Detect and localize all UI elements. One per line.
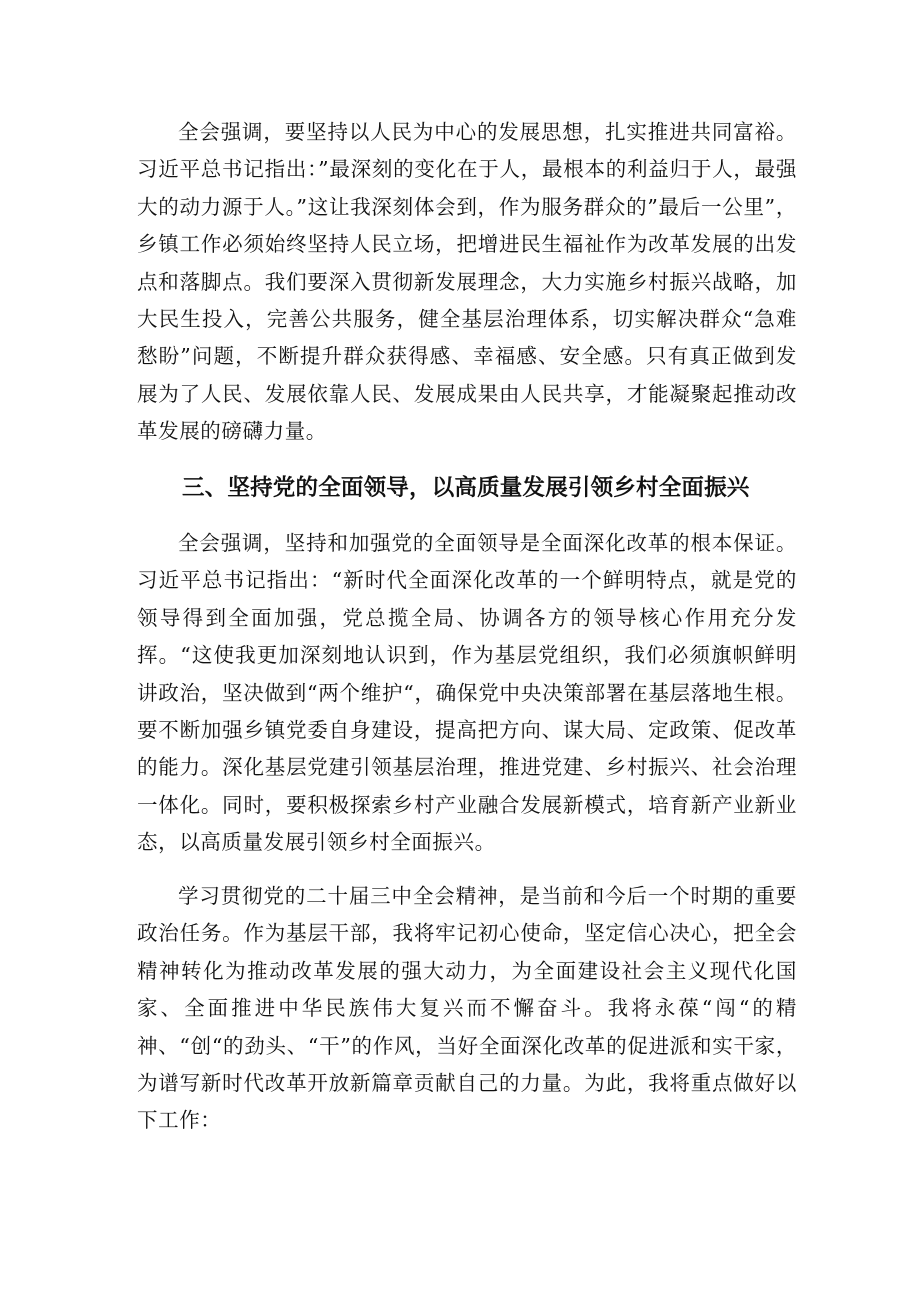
body-paragraph-party-leadership: 全会强调，坚持和加强党的全面领导是全面深化改革的根本保证。习近平总书记指出：“新时代全面深化改革的一个鲜明特点，就是党的领导得到全面加强，党总揽全局、协调各方的领导核心作用充分发挥。“这使我更加深刻地认识到，作为基层党组织，我们必须旗帜鲜明讲政治，坚决做到“两个维护“，确保党中央决策部署在基层落地生根。要不断加强乡镇党委自身建设，提高把方向、谋大局、定政策、促改革的能力。深化基层党建引领基层治理，推进党建、乡村振兴、社会治理一体化。同时，要积极探索乡村产业融合发展新模式，培育新产业新业态，以高质量发展引领乡村全面振兴。 xyxy=(137,531,797,855)
body-paragraph-study-commitment: 学习贯彻党的二十届三中全会精神，是当前和今后一个时期的重要政治任务。作为基层干部，我将牢记初心使命，坚定信心决心，把全会精神转化为推动改革发展的强大动力，为全面建设社会主义现代化国家、全面推进中华民族伟大复兴而不懈奋斗。我将永葆“闯“的精神、“创“的劲头、“干”的作风，当好全面深化改革的促进派和实干家，为谱写新时代改革开放新篇章贡献自己的力量。为此，我将重点做好以下工作： xyxy=(137,884,797,1133)
body-paragraph-people-centered: 全会强调，要坚持以人民为中心的发展思想，扎实推进共同富裕。习近平总书记指出：”最深刻的变化在于人，最根本的利益归于人，最强大的动力源于人。”这让我深刻体会到，作为服务群众的”最后一公里”，乡镇工作必须始终坚持人民立场，把增进民生福祉作为改革发展的出发点和落脚点。我们要深入贯彻新发展理念，大力实施乡村振兴战略，加大民生投入，完善公共服务，健全基层治理体系，切实解决群众“急难愁盼”问题，不断提升群众获得感、幸福感、安全感。只有真正做到发展为了人民、发展依靠人民、发展成果由人民共享，才能凝聚起推动改革发展的磅礴力量。 xyxy=(137,120,797,444)
section-heading-3: 三、坚持党的全面领导，以高质量发展引领乡村全面振兴 xyxy=(182,475,750,501)
